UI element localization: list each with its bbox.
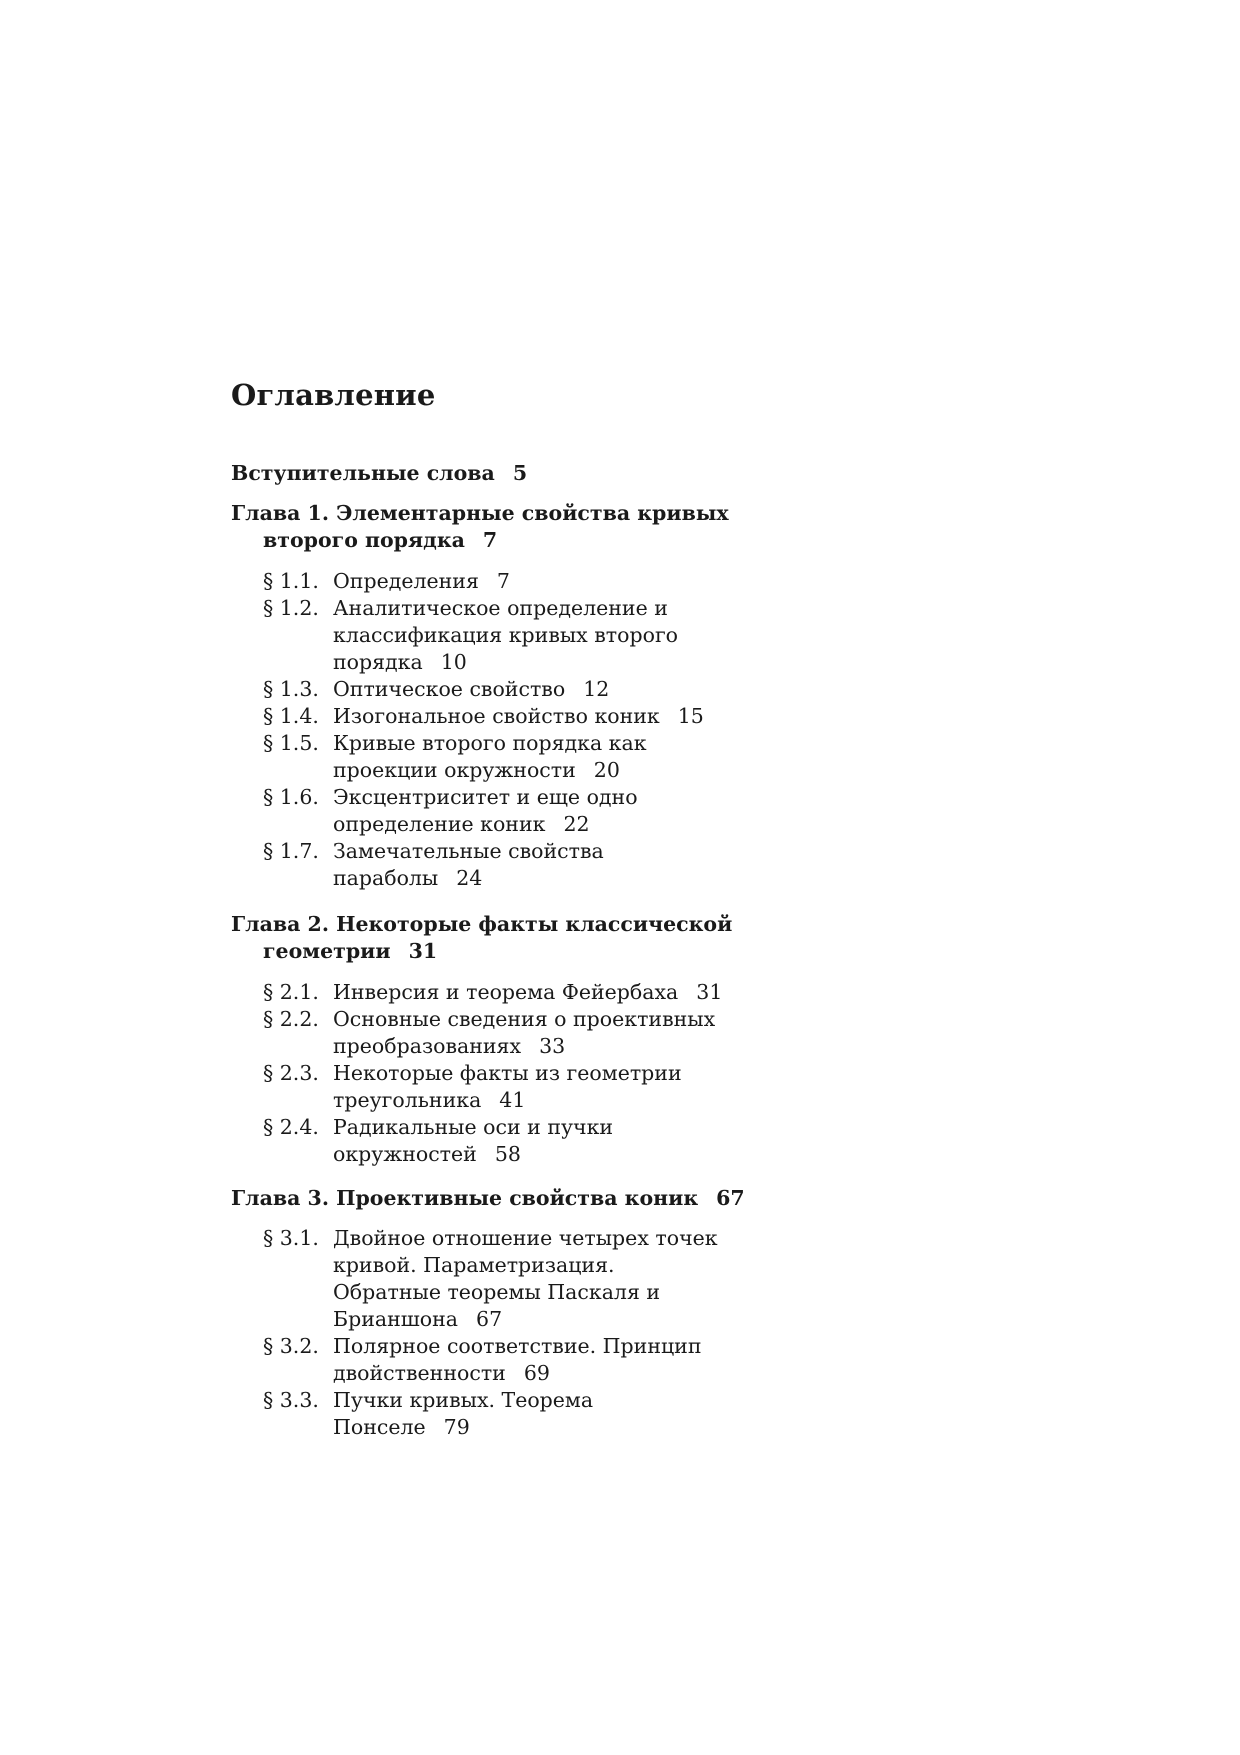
toc-section-1.6-line[interactable]	[333, 784, 638, 811]
toc-section-1.7-line[interactable]	[333, 838, 604, 865]
toc-section-1.4-line[interactable]	[333, 703, 704, 730]
toc-section-title: Определения	[333, 569, 479, 593]
toc-section-1.2-line[interactable]	[333, 595, 668, 622]
toc-section-title: кривой. Параметризация.	[333, 1253, 615, 1277]
toc-section-title: Радикальные оси и пучки	[333, 1115, 614, 1139]
toc-chapter-title: Глава 3. Проективные свойства коник	[231, 1186, 699, 1210]
toc-section-page-number: 15	[677, 704, 704, 728]
toc-section-1.2-line[interactable]	[333, 649, 467, 676]
toc-section-3.1-line[interactable]	[333, 1225, 718, 1252]
toc-intro-label: Вступительные слова	[231, 461, 495, 485]
toc-section-number	[263, 1060, 319, 1087]
toc-section-title: Некоторые факты из геометрии	[333, 1061, 682, 1085]
toc-section-page-number: 10	[440, 650, 467, 674]
toc-section-title: двойственности	[333, 1361, 506, 1385]
toc-section-page-number: 79	[443, 1415, 470, 1439]
page-title: Оглавление	[231, 378, 436, 412]
toc-section-number	[263, 1114, 319, 1141]
toc-section-title: Аналитическое определение и	[333, 596, 668, 620]
toc-section-title: классификация кривых второго	[333, 623, 679, 647]
toc-chapter-1-line[interactable]	[231, 500, 729, 527]
toc-section-number	[263, 784, 319, 811]
toc-chapter-title: Глава 2. Некоторые факты классической	[231, 912, 733, 936]
section-number: § 1.4.	[263, 704, 319, 728]
toc-section-title: Пучки кривых. Теорема	[333, 1388, 594, 1412]
toc-section-title: Кривые второго порядка как	[333, 731, 647, 755]
toc-section-title: определение коник	[333, 812, 546, 836]
toc-section-number	[263, 595, 319, 622]
toc-chapter-title: Глава 1. Элементарные свойства кривых	[231, 501, 729, 525]
toc-section-number	[263, 838, 319, 865]
section-number: § 1.2.	[263, 596, 319, 620]
toc-section-page-number: 12	[583, 677, 610, 701]
toc-section-title: Эксцентриситет и еще одно	[333, 785, 638, 809]
toc-section-page-number: 22	[563, 812, 590, 836]
toc-section-3.1-line[interactable]	[333, 1252, 615, 1279]
toc-section-page-number: 41	[499, 1088, 526, 1112]
toc-section-1.6-line[interactable]	[333, 811, 590, 838]
section-number: § 2.2.	[263, 1007, 319, 1031]
section-number: § 1.6.	[263, 785, 319, 809]
toc-section-page-number: 33	[539, 1034, 566, 1058]
toc-section-number	[263, 703, 319, 730]
toc-section-number	[263, 676, 319, 703]
toc-chapter-title: второго порядка	[263, 528, 465, 552]
toc-section-1.2-line[interactable]	[333, 622, 678, 649]
toc-section-3.2-line[interactable]	[333, 1333, 702, 1360]
toc-intro-page-number: 5	[512, 461, 528, 485]
toc-section-title: проекции окружности	[333, 758, 576, 782]
toc-section-number	[263, 1387, 319, 1414]
toc-section-number	[263, 979, 319, 1006]
toc-section-title: Замечательные свойства	[333, 839, 604, 863]
toc-section-title: треугольника	[333, 1088, 482, 1112]
toc-section-page-number: 20	[593, 758, 620, 782]
toc-section-title: Обратные теоремы Паскаля и	[333, 1280, 661, 1304]
toc-section-3.3-line[interactable]	[333, 1414, 470, 1441]
toc-section-number	[263, 1225, 319, 1252]
toc-section-title: преобразованиях	[333, 1034, 522, 1058]
section-number: § 1.7.	[263, 839, 319, 863]
section-number: § 3.2.	[263, 1334, 319, 1358]
toc-section-title: Понселе	[333, 1415, 426, 1439]
toc-section-2.3-line[interactable]	[333, 1087, 525, 1114]
section-number: § 2.1.	[263, 980, 319, 1004]
toc-section-title: порядка	[333, 650, 423, 674]
toc-section-2.2-line[interactable]	[333, 1033, 565, 1060]
toc-chapter-2-line[interactable]	[231, 911, 732, 938]
toc-chapter-page-number: 67	[716, 1186, 745, 1210]
toc-intro[interactable]	[231, 460, 527, 487]
section-number: § 2.4.	[263, 1115, 319, 1139]
toc-section-1.5-line[interactable]	[333, 757, 620, 784]
toc-section-title: Инверсия и теорема Фейербаха	[333, 980, 679, 1004]
toc-section-title: Оптическое свойство	[333, 677, 566, 701]
toc-section-2.4-line[interactable]	[333, 1114, 613, 1141]
toc-section-2.4-line[interactable]	[333, 1141, 521, 1168]
section-number: § 1.1.	[263, 569, 319, 593]
toc-section-1.5-line[interactable]	[333, 730, 647, 757]
toc-section-title: Полярное соответствие. Принцип	[333, 1334, 702, 1358]
toc-section-3.2-line[interactable]	[333, 1360, 550, 1387]
toc-section-3.1-line[interactable]	[333, 1279, 660, 1306]
toc-section-title: параболы	[333, 866, 439, 890]
toc-section-3.1-line[interactable]	[333, 1306, 502, 1333]
toc-section-2.3-line[interactable]	[333, 1060, 682, 1087]
toc-chapter-1-line[interactable]	[263, 527, 497, 554]
toc-section-number	[263, 1006, 319, 1033]
toc-section-page-number: 67	[476, 1307, 503, 1331]
section-number: § 1.5.	[263, 731, 319, 755]
section-number: § 1.3.	[263, 677, 319, 701]
section-number: § 3.1.	[263, 1226, 319, 1250]
toc-section-number	[263, 568, 319, 595]
toc-chapter-2-line[interactable]	[263, 938, 437, 965]
toc-section-page-number: 31	[696, 980, 723, 1004]
toc-section-title: окружностей	[333, 1142, 477, 1166]
toc-section-page-number: 69	[523, 1361, 550, 1385]
toc-section-title: Основные сведения о проективных	[333, 1007, 716, 1031]
toc-section-2.2-line[interactable]	[333, 1006, 715, 1033]
toc-section-title: Брианшона	[333, 1307, 459, 1331]
toc-section-number	[263, 730, 319, 757]
toc-section-2.1-line[interactable]	[333, 979, 722, 1006]
toc-chapter-page-number: 31	[408, 939, 438, 963]
toc-section-1.7-line[interactable]	[333, 865, 482, 892]
toc-chapter-page-number: 7	[482, 528, 498, 552]
toc-chapter-title: геометрии	[263, 939, 391, 963]
toc-section-3.3-line[interactable]	[333, 1387, 593, 1414]
toc-section-page-number: 7	[496, 569, 510, 593]
toc-section-title: Изогональное свойство коник	[333, 704, 660, 728]
toc-section-1.3-line[interactable]	[333, 676, 609, 703]
toc-section-page-number: 58	[494, 1142, 521, 1166]
toc-chapter-3-line[interactable]	[231, 1185, 745, 1212]
toc-section-page-number: 24	[456, 866, 483, 890]
section-number: § 2.3.	[263, 1061, 319, 1085]
toc-section-title: Двойное отношение четырех точек	[333, 1226, 718, 1250]
toc-section-1.1-line[interactable]	[333, 568, 510, 595]
toc-section-number	[263, 1333, 319, 1360]
section-number: § 3.3.	[263, 1388, 319, 1412]
